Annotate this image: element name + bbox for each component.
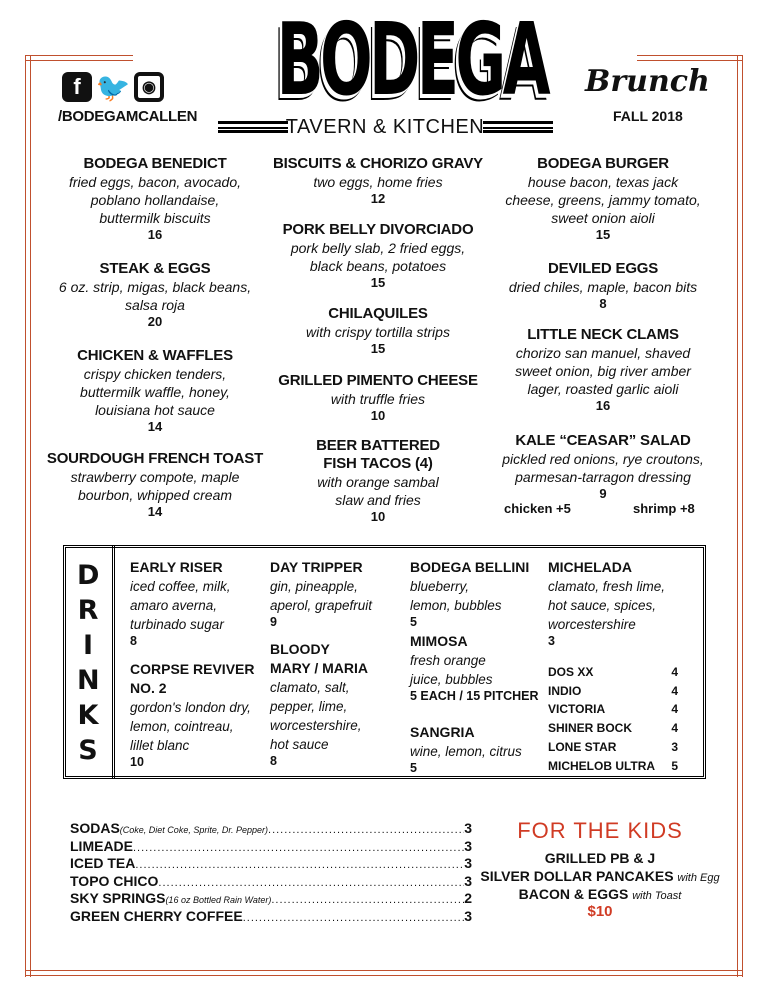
kids-item [470, 885, 730, 905]
beer-price: 4 [671, 702, 678, 717]
drink-price: 8 [270, 754, 277, 768]
beer-name: DOS XX [548, 665, 594, 679]
drink-description: iced coffee, milk, [130, 579, 231, 594]
drink-description: aperol, grapefruit [270, 598, 373, 613]
soft-drink-row [70, 838, 472, 857]
soft-drink-price: 3 [464, 872, 472, 889]
drink-name: CORPSE REVIVER NO. 2 [130, 661, 255, 696]
drink-price: 5 EACH / 15 PITCHER [410, 689, 539, 703]
item-description: black beans, potatoes [309, 258, 447, 274]
kids-item-note: with Toast [632, 890, 682, 902]
item-description: with orange sambal [317, 474, 439, 490]
drink-name: BLOODY MARY / MARIA [270, 641, 368, 676]
addon-chicken: chicken +5 [504, 501, 571, 516]
item-name: PORK BELLY DIVORCIADO [282, 221, 474, 238]
beer-name: SHINER BOCK [548, 721, 633, 736]
beer-price: 3 [671, 739, 678, 754]
drink-description: blueberry, [410, 579, 470, 594]
addon-shrimp: shrimp +8 [633, 501, 695, 516]
item-name: BISCUITS & CHORIZO GRAVY [273, 155, 483, 172]
item-description: dried chiles, maple, bacon bits [508, 279, 698, 295]
frame-top-right [637, 55, 743, 61]
kids-item [470, 867, 730, 887]
drink-description: juice, bubbles [410, 672, 493, 687]
drink-item [548, 558, 688, 648]
item-description: with truffle fries [330, 391, 426, 407]
drink-price: 9 [270, 615, 277, 629]
menu-item [483, 155, 723, 243]
beer-name: INDIO [548, 683, 582, 698]
item-price: 15 [595, 227, 611, 242]
beer-price: 4 [671, 683, 678, 698]
soft-drink-name: ICED TEA [70, 855, 136, 871]
drink-name: BODEGA BELLINI [410, 559, 530, 575]
beer-row [548, 682, 678, 701]
soft-drink-price: 3 [464, 837, 472, 854]
beer-price: 4 [671, 665, 678, 679]
soft-drink-name: SKY SPRINGS [70, 890, 166, 906]
facebook-icon[interactable]: f [62, 72, 92, 102]
drink-description: hot sauce, spices, [548, 598, 657, 613]
beer-price: 5 [671, 758, 678, 773]
item-price: 8 [599, 296, 607, 311]
soft-drink-name: GREEN CHERRY COFFEE [70, 907, 243, 924]
item-description: sweet onion, big river amber [515, 363, 691, 379]
drink-price: 5 [410, 761, 417, 775]
item-name: SOURDOUGH FRENCH TOAST [46, 450, 264, 467]
item-price: 16 [595, 398, 611, 413]
drink-description: lemon, cointreau, [130, 719, 234, 734]
item-price: 14 [147, 504, 163, 519]
menu-item [35, 260, 275, 330]
menu-item [258, 305, 498, 357]
soft-drink-row [70, 855, 472, 874]
drinks-label-letter: S [78, 735, 98, 766]
drink-item [410, 632, 550, 703]
kids-price: $10 [587, 903, 613, 920]
drink-description: wine, lemon, citrus [410, 744, 522, 759]
beer-row [548, 738, 678, 757]
item-name: BODEGA BENEDICT [83, 155, 227, 172]
season: FALL 2018 [613, 108, 683, 124]
drink-price: 8 [130, 634, 137, 648]
item-description: house bacon, texas jack [527, 174, 679, 190]
soft-drink-row [70, 820, 472, 839]
dot-leader [158, 875, 464, 892]
item-name: KALE “CEASAR” SALAD [515, 432, 691, 449]
soft-drink-price: 3 [464, 907, 472, 924]
soft-drink-row [70, 890, 472, 909]
item-description: louisiana hot sauce [95, 402, 215, 418]
drink-description: clamato, fresh lime, [548, 579, 666, 594]
item-description: fried eggs, bacon, avocado, [68, 174, 241, 190]
drinks-label-letter: I [82, 630, 94, 661]
item-description: chorizo san manuel, shaved [515, 345, 691, 361]
soft-drink-name: SODAS [70, 820, 120, 836]
item-price: 15 [370, 275, 386, 290]
drink-description: gordon's london dry, [130, 700, 251, 715]
drink-name: DAY TRIPPER [270, 559, 363, 575]
dot-leader [135, 857, 464, 874]
item-price: 10 [370, 408, 386, 423]
beer-name: LONE STAR [548, 739, 617, 754]
item-description: buttermilk biscuits [99, 210, 211, 226]
item-price: 10 [370, 509, 386, 524]
menu-item [35, 347, 275, 435]
item-description: slaw and fries [335, 492, 421, 508]
drink-price: 5 [410, 615, 417, 629]
menu-item [483, 432, 723, 502]
item-price: 16 [147, 227, 163, 242]
frame-top-left [25, 55, 133, 61]
kids-item-name: SILVER DOLLAR PANCAKES [480, 868, 674, 884]
item-name: BODEGA BURGER [537, 155, 669, 172]
drink-description: clamato, salt, [270, 680, 350, 695]
dot-leader [271, 892, 464, 909]
drinks-label-letter: R [77, 595, 99, 626]
item-price: 14 [147, 419, 163, 434]
soft-drink-price: 3 [464, 855, 472, 871]
instagram-icon[interactable]: ◉ [134, 72, 164, 102]
social-handle[interactable]: /BODEGAMCALLEN [58, 108, 198, 125]
drink-item [270, 640, 410, 768]
drink-description: amaro averna, [130, 598, 218, 613]
drink-description: gin, pineapple, [270, 579, 358, 594]
drink-item [130, 558, 270, 648]
menu-item [258, 221, 498, 291]
dot-leader [243, 910, 465, 927]
soft-drink-note: (16 oz Bottled Rain Water) [165, 895, 272, 905]
soft-drink-row [70, 908, 472, 927]
drinks-label-letter: D [77, 560, 100, 591]
soft-drink-name: TOPO CHICO [70, 872, 159, 889]
menu-item [258, 372, 498, 424]
social-icons [62, 72, 164, 102]
frame-left [25, 55, 31, 977]
item-name: LITTLE NECK CLAMS [527, 326, 679, 343]
item-price: 9 [599, 486, 607, 501]
drink-description: worcestershire, [270, 718, 362, 733]
drink-name: SANGRIA [410, 724, 475, 740]
item-description: cheese, greens, jammy tomato, [505, 192, 701, 208]
frame-right [737, 55, 743, 977]
drink-description: pepper, lime, [270, 699, 348, 714]
soft-drink-note: (Coke, Diet Coke, Sprite, Dr. Pepper) [119, 825, 269, 835]
kids-item [470, 849, 730, 867]
menu-item [483, 260, 723, 312]
item-description: with crispy tortilla strips [306, 324, 450, 340]
item-description: buttermilk waffle, honey, [80, 384, 230, 400]
frame-bottom [25, 970, 743, 976]
drink-price: 10 [130, 755, 144, 769]
item-description: strawberry compote, maple [70, 469, 240, 485]
item-description: parmesan-tarragon dressing [515, 469, 691, 485]
drink-item [270, 558, 410, 629]
item-description: lager, roasted garlic aioli [527, 381, 679, 397]
menu-item [35, 450, 275, 520]
beer-name: MICHELOB ULTRA [548, 758, 656, 773]
drink-description: hot sauce [270, 737, 329, 752]
item-price: 12 [370, 191, 386, 206]
drink-description: lemon, bubbles [410, 598, 502, 613]
drink-description: turbinado sugar [130, 617, 224, 632]
drink-item [410, 558, 550, 629]
item-name: BEER BATTERED FISH TACOS (4) [316, 437, 440, 472]
item-description: sweet onion aioli [551, 210, 655, 226]
drink-description: fresh orange [410, 653, 486, 668]
drink-item [130, 660, 270, 769]
soft-drink-name: LIMEADE [70, 837, 133, 854]
item-description: poblano hollandaise, [90, 192, 220, 208]
drink-price: 3 [548, 634, 555, 648]
item-name: DEVILED EGGS [547, 260, 659, 277]
twitter-icon[interactable]: 🐦 [95, 71, 131, 103]
beer-row [548, 757, 678, 776]
menu-item [258, 437, 498, 525]
beer-row [548, 700, 678, 719]
beer-price: 4 [671, 721, 678, 736]
drink-name: MICHELADA [548, 559, 632, 575]
soft-drink-price: 3 [464, 820, 472, 836]
kids-title: FOR THE KIDS [517, 818, 683, 843]
item-description: two eggs, home fries [313, 174, 443, 190]
dot-leader [268, 822, 464, 839]
item-name: GRILLED PIMENTO CHEESE [278, 372, 478, 389]
kids-item-name: GRILLED PB & J [544, 850, 656, 866]
item-name: STEAK & EGGS [99, 260, 211, 277]
item-description: crispy chicken tenders, [83, 366, 227, 382]
item-price: 15 [370, 341, 386, 356]
dot-leader [133, 840, 464, 857]
item-description: 6 oz. strip, migas, black beans, [58, 279, 252, 295]
menu-item [258, 155, 498, 207]
item-name: CHILAQUILES [328, 305, 428, 322]
divider [483, 121, 553, 133]
logo: BODEGA [276, 1, 547, 118]
item-description: salsa roja [125, 297, 185, 313]
subtitle: TAVERN & KITCHEN [285, 116, 485, 138]
soft-drink-row [70, 873, 472, 892]
menu-item [35, 155, 275, 243]
drink-description: worcestershire [548, 617, 636, 632]
drinks-label-letter: N [77, 665, 100, 696]
menu-item [483, 326, 723, 414]
drink-name: EARLY RISER [130, 559, 223, 575]
item-description: pickled red onions, rye croutons, [502, 451, 704, 467]
drink-item [410, 723, 550, 775]
item-description: bourbon, whipped cream [77, 487, 233, 503]
beer-row [548, 663, 678, 682]
item-price: 20 [147, 314, 163, 329]
item-name: CHICKEN & WAFFLES [77, 347, 233, 364]
kids-item-note: with Egg [677, 872, 720, 884]
kids-item-name: BACON & EGGS [518, 886, 629, 902]
drink-description: lillet blanc [130, 738, 190, 753]
drink-name: MIMOSA [410, 633, 468, 649]
beer-row [548, 719, 678, 738]
soft-drink-price: 2 [464, 890, 472, 906]
beer-name: VICTORIA [548, 702, 606, 717]
menu-name: Brunch [585, 64, 710, 99]
item-description: pork belly slab, 2 fried eggs, [290, 240, 466, 256]
drinks-label-letter: K [77, 700, 99, 731]
